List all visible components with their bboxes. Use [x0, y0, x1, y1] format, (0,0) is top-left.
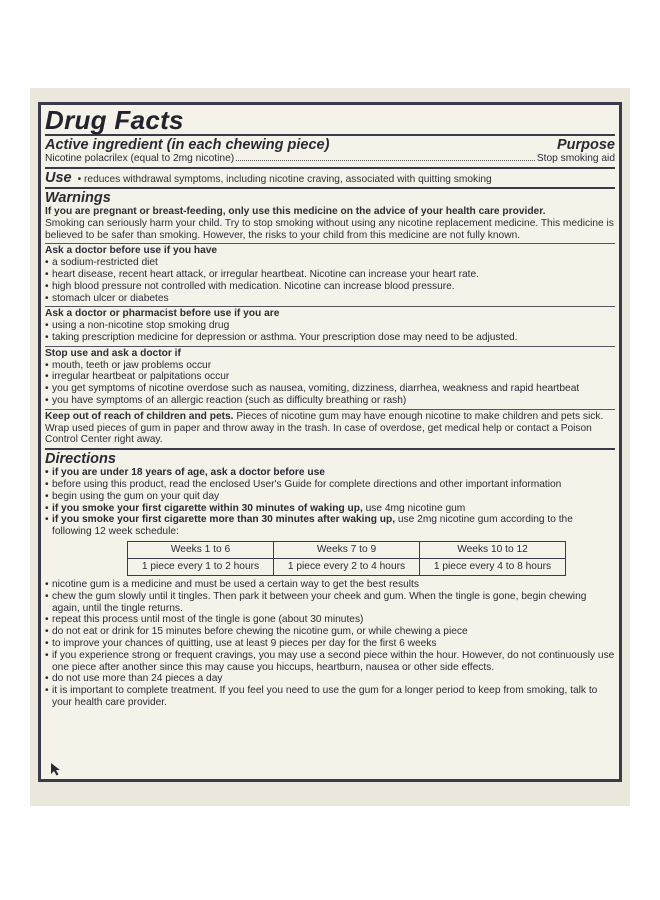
continued-arrow-icon [50, 762, 62, 776]
keep-out-text: Pieces of nicotine gum may have enough nicotine to make children and pets sick. Wrap used pieces of gum in paper and throw away in the trash. In case of overdose, get medical help or contact a Poison Control Center right away. [45, 410, 604, 446]
warnings-section [45, 189, 615, 243]
use-heading: Use [45, 170, 72, 186]
stop-use-section [45, 347, 615, 409]
ask-doctor-section [45, 244, 615, 306]
list-item: • you have symptoms of an allergic reaction (such as difficulty breathing or rash) [45, 395, 615, 407]
list-item: • using a non-nicotine stop smoking drug [45, 320, 615, 332]
list-item: • before using this product, read the enclosed User's Guide for complete directions and other important information [45, 479, 615, 491]
list-item: • chew the gum slowly until it tingles. Then park it between your cheek and gum. When the tingle is gone, begin chewing again, until the tingle returns. [45, 591, 615, 615]
active-ingredient-section [45, 136, 615, 165]
list-item: • high blood pressure not controlled with medication. Nicotine can increase blood pressure. [45, 281, 615, 293]
list-item: • it is important to complete treatment. If you feel you need to use the gum for a longer period to keep from smoking, talk to your health care provider. [45, 685, 615, 709]
list-item: • if you experience strong or frequent cravings, you may use a second piece within the hour. However, do not continuously use one piece after another since this may cause you hiccups, heartburn, nausea or other side effects. [45, 650, 615, 674]
drug-facts-panel [38, 102, 622, 782]
table-header-cell: Weeks 7 to 9 [274, 541, 420, 558]
table-cell: 1 piece every 2 to 4 hours [274, 558, 420, 575]
direction-bold: if you smoke your first cigarette within 30 minutes of waking up, [52, 502, 363, 514]
list-item [45, 503, 615, 515]
stop-use-heading: Stop use and ask a doctor if [45, 347, 181, 359]
table-header-cell: Weeks 10 to 12 [420, 541, 566, 558]
list-item: • stomach ulcer or diabetes [45, 293, 615, 305]
list-item: • to improve your chances of quitting, use at least 9 pieces per day for the first 6 weeks [45, 638, 615, 650]
directions-section [45, 450, 615, 711]
direction-bold: if you smoke your first cigarette more than 30 minutes after waking up, [52, 514, 396, 526]
list-item: • mouth, teeth or jaw problems occur [45, 360, 615, 372]
table-header-row [128, 541, 566, 558]
use-section [45, 169, 615, 187]
direction-text: use 2mg nicotine gum according to the following 12 week schedule: [52, 514, 573, 538]
ingredient-text: Nicotine polacrilex (equal to 2mg nicotine) [45, 153, 235, 164]
list-item: • heart disease, recent heart attack, or irregular heartbeat. Nicotine can increase your heart rate. [45, 269, 615, 281]
list-item [45, 514, 615, 538]
list-item: • irregular heartbeat or palpitations occur [45, 371, 615, 383]
table-cell: 1 piece every 1 to 2 hours [128, 558, 274, 575]
list-item: • repeat this process until most of the tingle is gone (about 30 minutes) [45, 614, 615, 626]
list-item: • a sodium-restricted diet [45, 257, 615, 269]
keep-out-bold: Keep out of reach of children and pets. [45, 410, 234, 422]
list-item: • nicotine gum is a medicine and must be used a certain way to get the best results [45, 579, 615, 591]
dot-leader [236, 160, 535, 161]
directions-heading: Directions [45, 451, 116, 468]
dosing-schedule-table [127, 541, 566, 576]
purpose-heading: Purpose [556, 137, 615, 153]
pregnancy-warning-text: Smoking can seriously harm your child. Try to stop smoking without using any nicotine replacement medicine. This medicine is believed to be safer than smoking. However, the risks to your child from this medicine are not fully known. [45, 217, 614, 241]
list-item: • taking prescription medicine for depression or asthma. Your prescription dose may need to be adjusted. [45, 332, 615, 344]
drug-facts-title: Drug Facts [45, 105, 184, 135]
list-item: • begin using the gum on your quit day [45, 491, 615, 503]
pregnancy-warning-bold: If you are pregnant or breast-feeding, only use this medicine on the advice of your health care provider. [45, 206, 546, 217]
list-item: • do not use more than 24 pieces a day [45, 673, 615, 685]
table-row [128, 558, 566, 575]
direction-text: use 4mg nicotine gum [362, 502, 466, 514]
use-text: • reduces withdrawal symptoms, including nicotine craving, associated with quitting smoking [77, 174, 492, 185]
ask-pharmacist-heading: Ask a doctor or pharmacist before use if you are [45, 308, 280, 320]
purpose-text: Stop smoking aid [536, 153, 615, 164]
package-background [30, 88, 630, 806]
table-cell: 1 piece every 4 to 8 hours [420, 558, 566, 575]
ask-pharmacist-section [45, 307, 615, 345]
warnings-heading: Warnings [45, 190, 111, 206]
keep-out-section [45, 410, 615, 448]
ask-doctor-heading: Ask a doctor before use if you have [45, 245, 218, 257]
list-item: • do not eat or drink for 15 minutes before chewing the nicotine gum, or while chewing a piece [45, 626, 615, 638]
table-header-cell: Weeks 1 to 6 [128, 541, 274, 558]
list-item: • if you are under 18 years of age, ask a doctor before use [45, 467, 615, 479]
list-item: • you get symptoms of nicotine overdose such as nausea, vomiting, dizziness, diarrhea, weakness and rapid heartbeat [45, 383, 615, 395]
active-ingredient-heading: Active ingredient (in each chewing piece) [45, 137, 330, 153]
